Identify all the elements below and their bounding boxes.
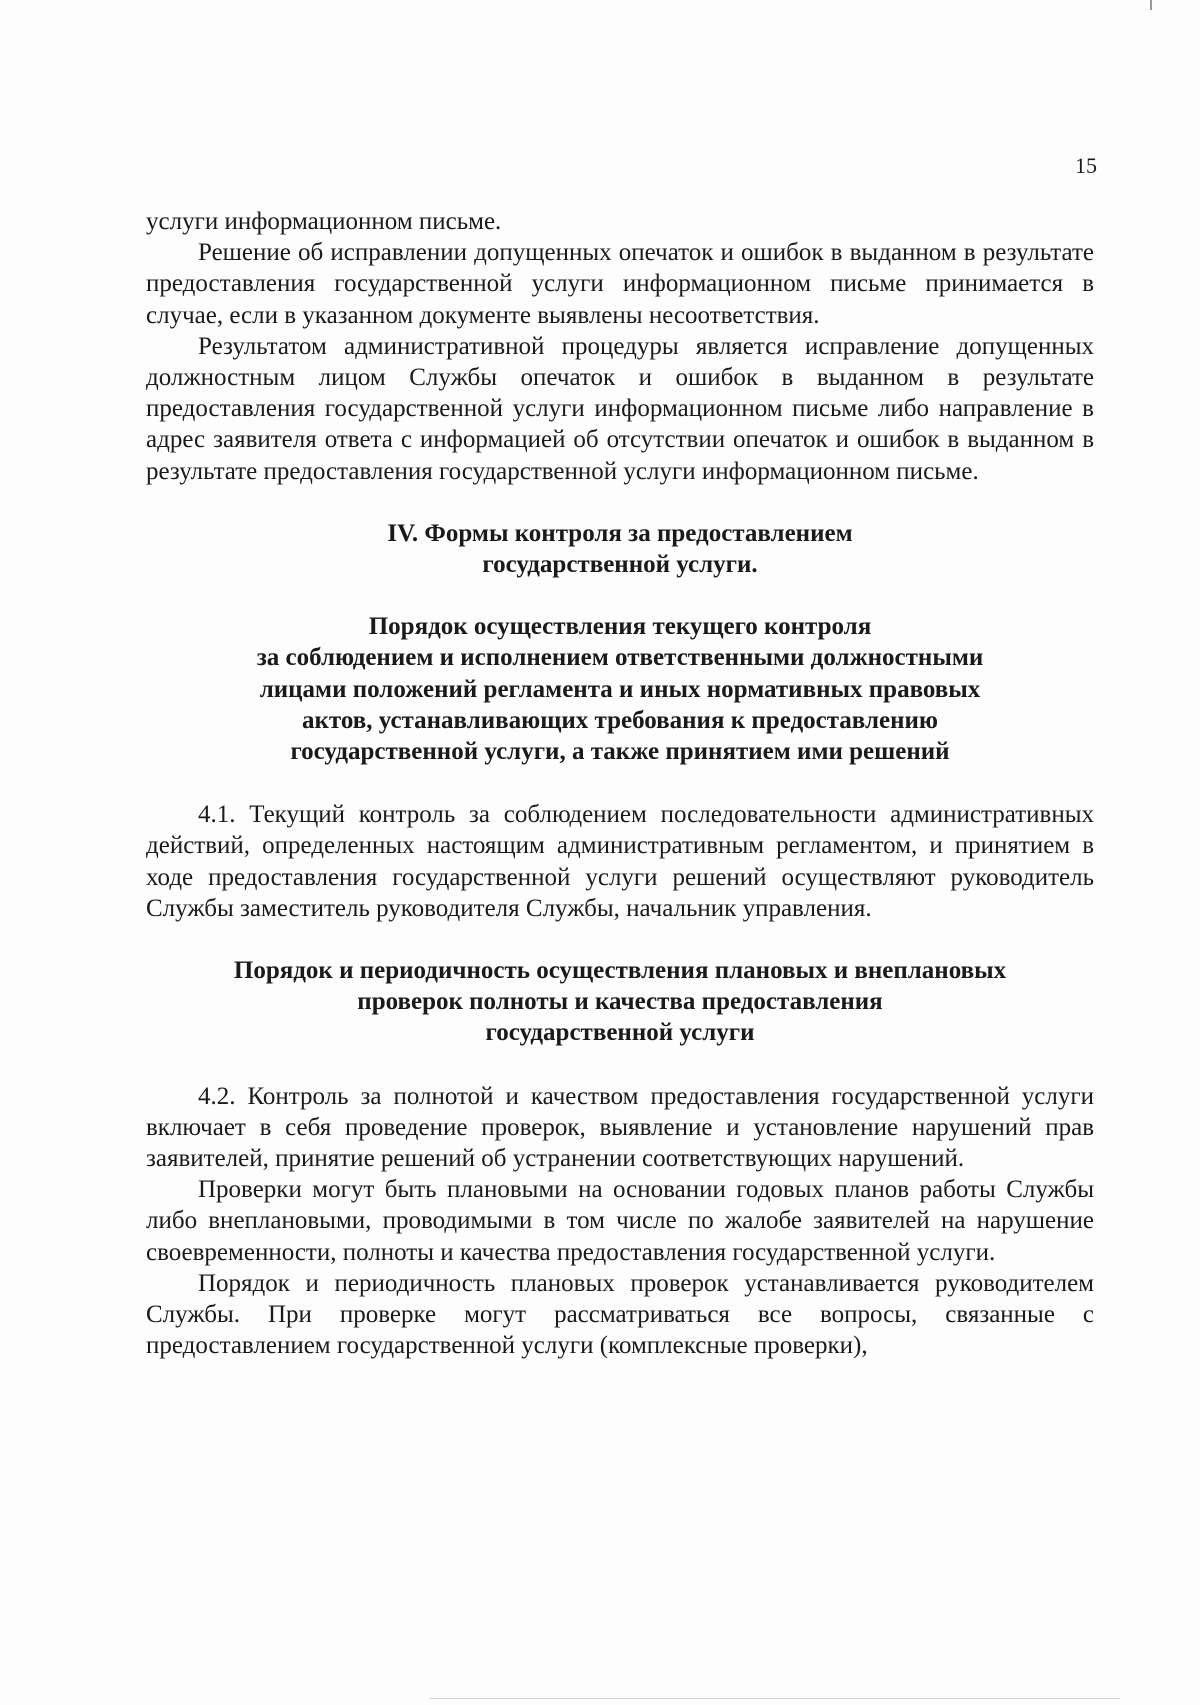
scan-bottom-line <box>430 1698 1120 1699</box>
heading-line: государственной услуги <box>485 1019 755 1047</box>
paragraph-procedure-result: Результатом административной процедуры является исправление допущенных должностным лицом Службы опечаток и ошибок в выданном в результате предоставления государственной услуги информационном письме либо направление в адрес заявителя ответа с информацией об отсутствии опечаток и ошибок в выданном в результате предоставления государственной услуги информационном письме. <box>146 332 1094 485</box>
paragraph-4-2: 4.2. Контроль за полнотой и качеством предоставления государственной услуги включает в себя проведение проверок, выявление и установление нарушений прав заявителей, принятие решений об устранении соответствующих нарушений. <box>146 1082 1094 1173</box>
subheading-current-control <box>146 611 1094 767</box>
paragraph-4-1: 4.1. Текущий контроль за соблюдением последовательности административных действий, определенных настоящим административным регламентом, и принятием в ходе предоставления государственной услуги решений осуществляют руководитель Службы заместитель руководителя Службы, начальник управления. <box>146 801 1094 922</box>
heading-line: государственной услуги. <box>482 551 758 579</box>
section-heading-iv <box>146 518 1094 580</box>
paragraph-correction-decision: Решение об исправлении допущенных опечаток и ошибок в выданном в результате предоставления государственной услуги информационном письме принимается в случае, если в указанном документе выявлены несоответствия. <box>146 239 1094 329</box>
subheading-inspections <box>146 955 1094 1049</box>
heading-line: Порядок осуществления текущего контроля <box>368 613 872 641</box>
heading-line: Порядок и периодичность осуществления плановых и внеплановых <box>233 957 1007 985</box>
scan-edge-mark <box>1150 0 1152 10</box>
paragraph-inspection-order: Порядок и периодичность плановых проверок устанавливается руководителем Службы. При проверке могут рассматриваться все вопросы, связанные с предоставлением государственной услуги (комплексные проверки), <box>146 1269 1094 1360</box>
heading-line: проверок полноты и качества предоставления <box>357 988 883 1016</box>
document-body <box>146 206 1094 1362</box>
heading-line: государственной услуги, а также принятием ими решений <box>290 738 950 766</box>
heading-line: за соблюдением и исполнением ответственными должностными <box>256 644 984 672</box>
paragraph-continuation: услуги информационном письме. <box>146 208 502 235</box>
heading-line: актов, устанавливающих требования к предоставлению <box>302 706 938 734</box>
page-number: 15 <box>1075 153 1097 178</box>
heading-line: лицами положений регламента и иных нормативных правовых <box>259 675 981 703</box>
paragraph-inspection-types: Проверки могут быть плановыми на основании годовых планов работы Службы либо внеплановыми, проводимыми в том числе по жалобе заявителей на нарушение своевременности, полноты и качества предоставления государственной услуги. <box>146 1176 1094 1266</box>
heading-line: IV. Формы контроля за предоставлением <box>387 519 853 547</box>
